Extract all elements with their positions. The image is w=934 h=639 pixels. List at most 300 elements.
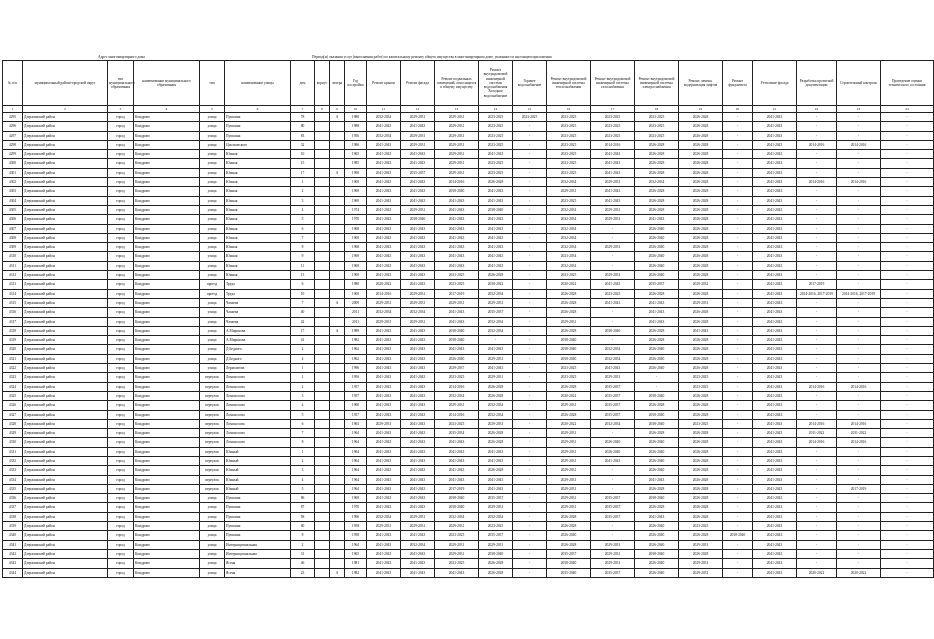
table-cell: - <box>881 429 934 438</box>
table-cell: - <box>797 503 837 512</box>
table-cell: Кондрово <box>134 187 200 196</box>
table-cell: 2009 <box>345 298 367 307</box>
table-cell: - <box>881 178 934 187</box>
table-cell: 1964 <box>345 540 367 549</box>
table-cell: 2038-2040 <box>435 503 479 512</box>
table-cell: 2026-2028 <box>679 261 723 270</box>
table-cell: 1982 <box>345 568 367 577</box>
table-cell: - <box>513 419 547 428</box>
table-cell: 4306 <box>3 215 23 224</box>
table-cell: город <box>108 280 134 289</box>
table-cell <box>315 326 330 335</box>
table-cell: 1969 <box>345 271 367 280</box>
table-cell: переулок <box>200 484 225 493</box>
table-cell: 2020-2022 <box>547 280 591 289</box>
table-cell: Дзержинский район <box>23 178 108 187</box>
table-cell: переулок <box>200 447 225 456</box>
header-cell: Ремонт крыши <box>367 61 401 106</box>
table-cell: 2023-2034 <box>547 252 591 261</box>
table-cell <box>330 289 345 298</box>
table-cell <box>330 140 345 149</box>
table-cell: 1965 <box>345 549 367 558</box>
table-cell: Дзержинский район <box>23 531 108 540</box>
table-cell: - <box>723 429 753 438</box>
table-cell: 2041-2043 <box>753 113 797 122</box>
table-cell <box>330 391 345 400</box>
table-cell: - <box>797 326 837 335</box>
table-cell: 2026-2028 <box>635 159 679 168</box>
table-cell: 2020-2022 <box>547 419 591 428</box>
table-cell: 2041-2043 <box>401 159 435 168</box>
table-cell: 2026-2028 <box>635 336 679 345</box>
table-cell: 2032-2034 <box>547 224 591 233</box>
table-cell: Интернациональная <box>225 540 291 549</box>
table-cell: 2038-2040 <box>723 531 753 540</box>
table-cell: - <box>881 261 934 270</box>
table-cell: 2029-2032 <box>679 568 723 577</box>
table-cell: Кондрово <box>134 494 200 503</box>
table-cell: 2026-2028 <box>547 522 591 531</box>
table-cell: город <box>108 308 134 317</box>
table-cell: 4338 <box>3 512 23 521</box>
table-cell: 2038-2040 <box>547 559 591 568</box>
table-cell: 2014-2016 <box>837 382 881 391</box>
table-cell: - <box>723 150 753 159</box>
table-cell: 1985 <box>345 159 367 168</box>
table-cell: Дзержинский район <box>23 447 108 456</box>
table-cell: - <box>723 243 753 252</box>
table-cell: 2041-2043 <box>367 447 401 456</box>
table-cell: - <box>881 364 934 373</box>
table-cell: - <box>837 456 881 465</box>
table-cell <box>315 178 330 187</box>
table-cell: 2041-2043 <box>401 410 435 419</box>
table-cell: - <box>797 540 837 549</box>
table-cell: 2041-2043 <box>753 429 797 438</box>
table-cell: 4307 <box>3 224 23 233</box>
table-cell: 2041-2043 <box>591 187 635 196</box>
table-cell: - <box>513 391 547 400</box>
table-cell: 2026-2040 <box>635 568 679 577</box>
table-cell: - <box>723 512 753 521</box>
table-cell: - <box>797 484 837 493</box>
col-number: 2 <box>23 106 108 113</box>
table-cell: Дзержинский район <box>23 354 108 363</box>
table-cell: - <box>837 298 881 307</box>
table-cell: 2041-2043 <box>479 345 513 354</box>
table-cell: Ломоносова <box>225 410 291 419</box>
table-row <box>3 317 934 326</box>
table-cell: Дзержинский район <box>23 419 108 428</box>
table-cell: 2038-2040 <box>547 336 591 345</box>
table-cell <box>330 447 345 456</box>
table-cell: 2026-2028 <box>679 233 723 242</box>
col-number: 19 <box>679 106 723 113</box>
table-cell: 2026-2028 <box>679 429 723 438</box>
table-cell: 2041-2043 <box>753 447 797 456</box>
table-cell: Кондрово <box>134 512 200 521</box>
table-cell: 3 <box>291 196 315 205</box>
table-cell: 4309 <box>3 243 23 252</box>
table-cell: 2029-2031 <box>435 140 479 149</box>
table-cell: 4340 <box>3 531 23 540</box>
table-cell: 1956 <box>345 131 367 140</box>
table-cell: - <box>881 215 934 224</box>
table-cell: 2023-2025 <box>479 168 513 177</box>
table-cell: 2026-2028 <box>635 205 679 214</box>
table-cell: 4324 <box>3 382 23 391</box>
table-cell: - <box>513 289 547 298</box>
table-cell: Дзержинский район <box>23 317 108 326</box>
table-cell: 2035-2037 <box>547 549 591 558</box>
header-cell: тип <box>200 61 225 106</box>
table-cell: 2041-2043 <box>753 466 797 475</box>
table-cell: улица <box>200 298 225 307</box>
table-cell: 2041-2043 <box>367 150 401 159</box>
table-cell <box>315 522 330 531</box>
table-cell: 1969 <box>345 178 367 187</box>
table-cell: - <box>591 466 635 475</box>
table-cell: 2011 <box>345 308 367 317</box>
table-cell: 2026-2028 <box>635 168 679 177</box>
table-cell: Дзержинский район <box>23 466 108 475</box>
table-cell: - <box>837 159 881 168</box>
table-cell: А <box>330 326 345 335</box>
table-cell: 2026-2028 <box>679 308 723 317</box>
table-cell: - <box>797 252 837 261</box>
table-cell: 2041-2043 <box>479 150 513 159</box>
table-cell: 2029-2031 <box>547 438 591 447</box>
table-cell: город <box>108 345 134 354</box>
table-cell: 2029-2031 <box>367 419 401 428</box>
table-cell: 2041-2043 <box>753 512 797 521</box>
table-cell: 2041-2043 <box>367 233 401 242</box>
table-cell: 2023-2025 <box>547 364 591 373</box>
table-cell: 1960 <box>345 401 367 410</box>
table-cell: город <box>108 456 134 465</box>
table-cell: 2026-2040 <box>435 354 479 363</box>
table-cell: 4295 <box>3 113 23 122</box>
table-cell: 4 <box>291 354 315 363</box>
table-row <box>3 224 934 233</box>
col-number: 1 <box>3 106 23 113</box>
table-cell: 1964 <box>345 438 367 447</box>
table-cell: Дзержинский район <box>23 280 108 289</box>
table-cell <box>315 410 330 419</box>
table-cell: 6 <box>291 224 315 233</box>
table-cell: - <box>837 391 881 400</box>
table-cell: 2029-2031 <box>401 522 435 531</box>
table-cell: 2035-2037 <box>591 382 635 391</box>
table-cell: - <box>723 224 753 233</box>
table-cell: - <box>723 178 753 187</box>
table-cell: 2026-2028 <box>679 410 723 419</box>
table-cell: Дзержинский район <box>23 345 108 354</box>
table-cell: 2041-2043 <box>401 401 435 410</box>
table-cell: - <box>881 345 934 354</box>
table-cell: 2026-2028 <box>547 540 591 549</box>
table-cell: 2026-2028 <box>635 289 679 298</box>
table-cell: 2041-2043 <box>479 447 513 456</box>
table-cell: 2038-2040 <box>401 215 435 224</box>
table-cell: 1969 <box>345 289 367 298</box>
table-cell: - <box>837 168 881 177</box>
table-cell <box>315 113 330 122</box>
table-cell: 2026-2028 <box>635 503 679 512</box>
table-cell: 2041-2043 <box>367 354 401 363</box>
table-cell: улица <box>200 522 225 531</box>
table-cell: 80 <box>291 122 315 131</box>
table-cell: 2026-2028 <box>679 113 723 122</box>
table-cell: 2041-2043 <box>753 298 797 307</box>
table-cell: 2041-2043 <box>401 233 435 242</box>
table-cell: 2029-2031 <box>479 503 513 512</box>
table-cell: - <box>513 401 547 410</box>
table-cell: 2041-2043 <box>367 252 401 261</box>
table-cell: - <box>881 484 934 493</box>
table-cell: 2041-2043 <box>753 456 797 465</box>
table-cell: 2026-2028 <box>479 466 513 475</box>
table-cell: - <box>513 438 547 447</box>
table-cell: - <box>513 140 547 149</box>
table-cell: 2041-2043 <box>435 447 479 456</box>
table-cell: 4319 <box>3 336 23 345</box>
table-cell: 4339 <box>3 522 23 531</box>
table-cell: - <box>881 494 934 503</box>
col-number: 12 <box>401 106 435 113</box>
table-cell: 4323 <box>3 373 23 382</box>
table-cell: - <box>837 196 881 205</box>
table-cell: 2026-2028 <box>547 289 591 298</box>
table-cell: 2035-2037 <box>479 531 513 540</box>
table-cell: 2041-2043 <box>401 549 435 558</box>
header-cell: Ремонт подвальных помещений, относящихся к общему имуществу <box>435 61 479 106</box>
table-cell <box>330 484 345 493</box>
table-cell: - <box>837 215 881 224</box>
header-cell: литера <box>330 61 345 106</box>
table-row <box>3 243 934 252</box>
table-cell: 2041-2043 <box>435 475 479 484</box>
table-cell: - <box>881 373 934 382</box>
table-cell: 2023-2025 <box>635 122 679 131</box>
table-cell: А <box>330 298 345 307</box>
table-cell: 2026-2040 <box>591 438 635 447</box>
table-cell: - <box>479 336 513 345</box>
table-cell: Дзержинский район <box>23 131 108 140</box>
table-cell: 2029-2031 <box>401 289 435 298</box>
table-cell: 2029-2031 <box>435 401 479 410</box>
table-cell: 2041-2043 <box>753 391 797 400</box>
table-cell: переулок <box>200 382 225 391</box>
table-cell: 2023-2025 <box>547 271 591 280</box>
table-cell: - <box>591 531 635 540</box>
table-cell: 2032-2034 <box>367 131 401 140</box>
table-cell: 2041-2043 <box>401 484 435 493</box>
table-cell: 4299 <box>3 150 23 159</box>
table-cell: 87 <box>291 503 315 512</box>
table-cell: - <box>881 280 934 289</box>
table-cell: 2029-2031 <box>479 540 513 549</box>
table-cell: Южная <box>225 243 291 252</box>
table-cell: 2041-2043 <box>479 196 513 205</box>
table-cell: 2041-2043 <box>679 326 723 335</box>
table-cell: Ломоносова <box>225 373 291 382</box>
table-cell: 2026-2028 <box>679 364 723 373</box>
table-cell: 1968 <box>345 243 367 252</box>
table-cell: 1957 <box>345 410 367 419</box>
table-cell: Южная <box>225 252 291 261</box>
table-cell: 4312 <box>3 271 23 280</box>
table-cell: 2035-2037 <box>591 503 635 512</box>
table-cell: - <box>635 373 679 382</box>
table-cell: город <box>108 484 134 493</box>
table-cell: Дзержинский район <box>23 503 108 512</box>
table-cell: 2041-2043 <box>591 150 635 159</box>
table-cell: 2041-2043 <box>367 438 401 447</box>
table-cell: 1986 <box>345 140 367 149</box>
table-cell <box>330 345 345 354</box>
table-cell <box>315 559 330 568</box>
table-cell: 4310 <box>3 252 23 261</box>
table-cell: 2014-2016 <box>837 140 881 149</box>
table-cell: улица <box>200 364 225 373</box>
table-cell: - <box>723 540 753 549</box>
table-cell: 2029-2031 <box>367 298 401 307</box>
col-number: 3 <box>108 106 134 113</box>
table-cell: 4344 <box>3 568 23 577</box>
table-cell <box>330 531 345 540</box>
table-cell: Дзержинский район <box>23 410 108 419</box>
table-cell: 2041-2043 <box>753 326 797 335</box>
table-cell: 2017-2019 <box>435 484 479 493</box>
table-cell: 2023-2025 <box>591 113 635 122</box>
table-cell: 2029-2031 <box>679 540 723 549</box>
table-cell: 2038-2040 <box>635 410 679 419</box>
table-cell: 2041-2043 <box>367 261 401 270</box>
table-row <box>3 494 934 503</box>
table-cell: 2035-2037 <box>591 410 635 419</box>
header-cell: муниципальный район/городской округ <box>23 61 108 106</box>
table-cell: - <box>513 205 547 214</box>
table-cell: 2041-2043 <box>401 456 435 465</box>
water-header: Ремонт внутридомовой инженерной системы водоснабжения <box>483 67 508 90</box>
table-cell: 2026-2040 <box>635 522 679 531</box>
table-cell: Южная <box>225 159 291 168</box>
table-cell: 2026-2028 <box>679 159 723 168</box>
table-cell: 2026-2040 <box>635 261 679 270</box>
table-cell: 2026-2028 <box>679 140 723 149</box>
table-cell: 2026-2028 <box>547 512 591 521</box>
table-cell: - <box>723 410 753 419</box>
table-cell <box>330 429 345 438</box>
table-cell: улица <box>200 252 225 261</box>
table-cell: - <box>797 159 837 168</box>
table-cell <box>330 373 345 382</box>
table-cell: Кондрово <box>134 391 200 400</box>
table-cell: - <box>881 568 934 577</box>
table-cell: переулок <box>200 410 225 419</box>
table-cell: город <box>108 522 134 531</box>
table-cell <box>330 559 345 568</box>
table-cell: 2035-2037 <box>479 494 513 503</box>
table-cell: 2029-2031 <box>547 466 591 475</box>
table-cell: 2029-2031 <box>547 456 591 465</box>
table-cell: 2041-2043 <box>753 364 797 373</box>
table-cell: - <box>881 512 934 521</box>
table-cell: улица <box>200 224 225 233</box>
table-row <box>3 159 934 168</box>
table-cell: - <box>881 159 934 168</box>
table-cell: - <box>881 205 934 214</box>
table-cell: город <box>108 429 134 438</box>
table-cell: Южная <box>225 233 291 242</box>
table-cell: 1 <box>291 447 315 456</box>
table-cell: 2038-2040 <box>435 494 479 503</box>
table-cell: Дзержинский район <box>23 196 108 205</box>
table-cell: 2041-2043 <box>753 187 797 196</box>
table-cell: - <box>881 131 934 140</box>
table-cell: 2026-2040 <box>635 540 679 549</box>
table-cell: 4333 <box>3 466 23 475</box>
table-cell: Дзержинский район <box>23 484 108 493</box>
table-cell: 2041-2043 <box>753 140 797 149</box>
table-cell: - <box>881 289 934 298</box>
table-cell: 2035-2037 <box>591 512 635 521</box>
table-cell: Дзержинский район <box>23 549 108 558</box>
table-cell: 4331 <box>3 447 23 456</box>
table-cell: улица <box>200 317 225 326</box>
table-cell: 2023-2025 <box>635 131 679 140</box>
table-cell: 78 <box>291 113 315 122</box>
table-cell: 2041-2043 <box>753 233 797 242</box>
table-cell: - <box>513 522 547 531</box>
col-number: 18 <box>635 106 679 113</box>
table-cell: 2041-2043 <box>753 205 797 214</box>
table-cell: Кондрово <box>134 373 200 382</box>
header-cell: Разработка проектной документации <box>797 61 837 106</box>
table-cell: улица <box>200 549 225 558</box>
table-cell: 2041-2043 <box>401 178 435 187</box>
table-cell: 2041-2043 <box>753 410 797 419</box>
table-body <box>3 113 934 578</box>
table-cell: 58 <box>291 512 315 521</box>
table-cell: - <box>881 113 934 122</box>
table-cell: 2029-2031 <box>547 475 591 484</box>
table-cell: - <box>881 466 934 475</box>
table-cell: переулок <box>200 429 225 438</box>
table-cell: Кондрово <box>134 336 200 345</box>
table-cell: 2026-2028 <box>635 429 679 438</box>
table-cell: 2041-2043 <box>367 122 401 131</box>
table-cell: улица <box>200 531 225 540</box>
table-cell: - <box>797 168 837 177</box>
table-cell: 2014-2016 <box>797 178 837 187</box>
table-cell: 2041-2043 <box>401 373 435 382</box>
table-cell: 2020-2022 <box>837 568 881 577</box>
table-cell: 31 <box>291 549 315 558</box>
table-cell: 5 <box>291 410 315 419</box>
table-cell: город <box>108 540 134 549</box>
table-cell: 32 <box>291 140 315 149</box>
table-cell: 2026-2028 <box>679 224 723 233</box>
table-cell: - <box>513 456 547 465</box>
table-cell: 2023-2025 <box>679 382 723 391</box>
table-cell: - <box>797 308 837 317</box>
table-cell <box>330 438 345 447</box>
table-cell: - <box>837 243 881 252</box>
table-cell: 2032-2034 <box>591 345 635 354</box>
table-cell: 2041-2043 <box>401 243 435 252</box>
